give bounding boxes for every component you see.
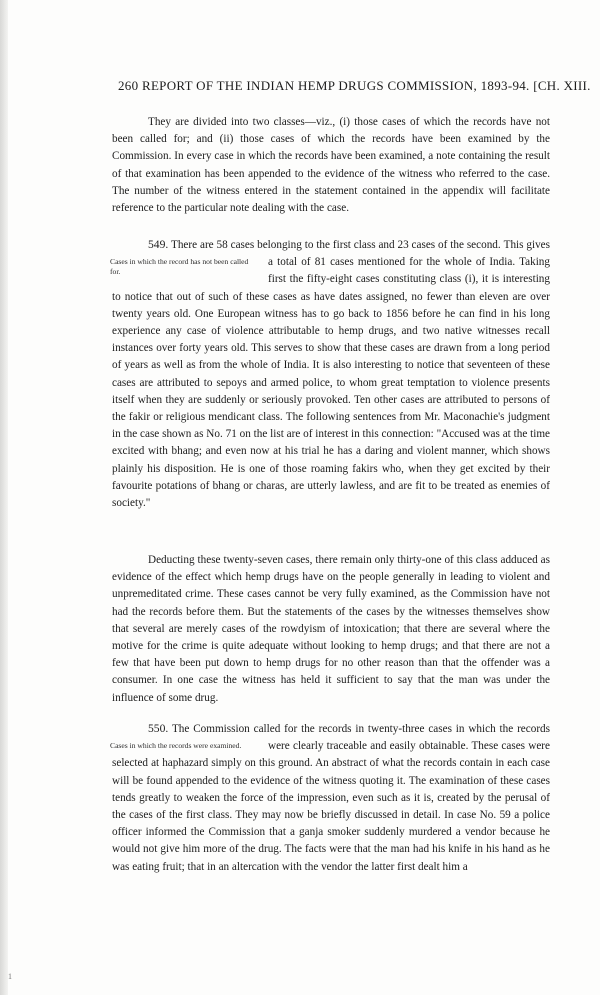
running-header [118, 78, 591, 94]
paragraph-549 [112, 236, 550, 512]
paragraph-550-lead: The Commission called for the records in twenty-three cases in which the [171, 723, 514, 735]
marginal-note-549: Cases in which the record has not been called for. [110, 257, 249, 276]
paragraph-549-body: This gives a total of 81 cases mentioned for the whole of India. Taking first the fifty-eight cases constituting class (i), it is interesting to notice that out of such of these cases as have dates assigned, no fewer than eleven are over twenty years old. One European witness has to go back to 1856 before he can find in his long experience any case of violence attributable to hemp drugs, and two native witnesses recall instances over forty years old. This serves to show that these cases are drawn from a long period of years as well as from the whole of India. It is also interesting to notice that seventeen of these cases are attributed to sepoys and armed police, to whom great temptation to violence presents itself when they are suddenly or seriously provoked. Ten other cases are attributed to persons of the fakir or religious mendicant class. The following sentences from Mr. Maconachie's judgment in the case shown as No. 71 on the list are of interest in this connection: "Accused was at the time excited with bhang; and even now at his trial he has a daring and violent manner, which shows plainly his disposition. He is one of those roaming fakirs who, when they get excited by their favourite potations of bhang or charas, are utterly lawless, and are fit to be treated as enemies of society." [112, 239, 551, 510]
paragraph-number-550: 550. [148, 722, 169, 735]
paragraph-550-body: records were clearly traceable and easily obtainable. These cases were selected at haphazard simply on this ground. An abstract of what the records contain in each case will be found appended to the evidence of the witness quoting it. The examination of these cases tends greatly to weaken the force of the impression, even such as it is, created by the perusal of the cases of the first class. They may now be briefly discussed in detail. In case No. 59 a police officer informed the Commission that a ganja smoker suddenly murdered a vendor because he would not give him more of the drug. The facts were that the man had his knife in his hand as he was eating fruit; that in an altercation with the vendor the latter first dealt him a [112, 723, 550, 873]
paragraph-intro: They are divided into two classes—viz., (i) those cases of which the records have not been called for; and (ii) those cases of which the records have been examined by the Commission. In every case in which the records have been examined, a note containing the result of that examination has been appended to the evidence of the witness who referred to the case. The number of the witness entered in the statement contained in the appendix will facilitate reference to the particular note dealing with the case. [112, 116, 550, 215]
page-number: 260 [118, 78, 139, 93]
gutter-mark: 1 [8, 972, 12, 981]
paragraph-550 [112, 720, 550, 876]
paragraph-549-lead: There are 58 cases belonging to the first class and 23 cases of the second. [171, 239, 501, 251]
paragraph-deducting: Deducting these twenty-seven cases, there remain only thirty-one of this class adduced as evidence of the effect which hemp drugs have on the people generally in leading to violent and unpremeditated crime. These cases cannot be very fully examined, as the Commission have not had the records before them. But the statements of the cases by the witnesses themselves show that several are merely cases of the rowdyism of intoxication; that there are several where the motive for the crime is quite adequate without looking to hemp drugs; and that there are not a few that have been put down to hemp drugs for no other reason than that the offender was a consumer. In one case the witness has held it sufficient to say that the man was under the influence of some drug. [112, 554, 550, 704]
paragraph-number-549: 549. [148, 238, 169, 251]
marginal-note-550: Cases in which the records were examined. [110, 741, 242, 751]
header-chapter: [CH. XIII. [533, 78, 591, 93]
header-title: REPORT OF THE INDIAN HEMP DRUGS COMMISSION, 1893-94. [141, 78, 530, 93]
binding-gutter [0, 0, 8, 995]
